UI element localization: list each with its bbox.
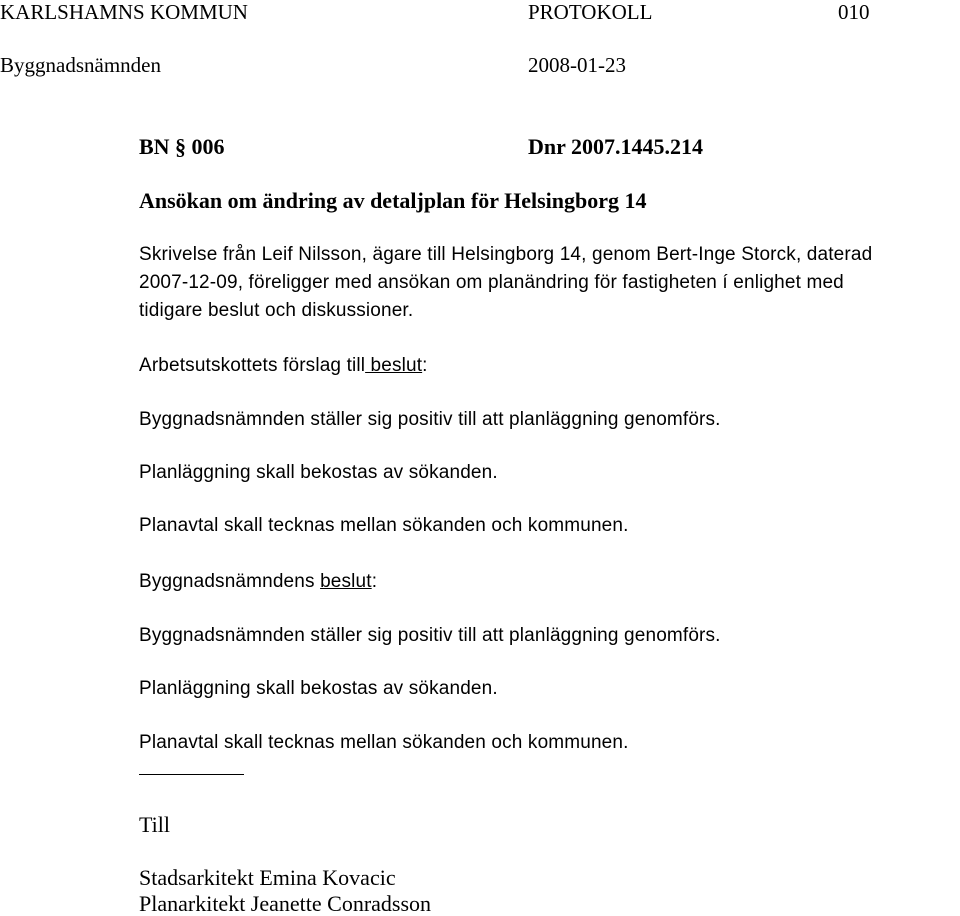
heading-colon: : [371, 571, 378, 592]
divider-rule [139, 774, 244, 775]
municipality-name: KARLSHAMNS KOMMUN [0, 0, 248, 24]
recipient: Planarkitekt Jeanette Conradsson [139, 891, 432, 916]
intro-line: Skrivelse från Leif Nilsson, ägare till Helsingborg 14, genom Bert-Inge Storck, daterad [139, 244, 873, 265]
intro-line: 2007-12-09, föreligger med ansökan om planändring för fastigheten í enlighet med [139, 272, 844, 293]
case-title: Ansökan om ändring av detaljplan för Helsingborg 14 [139, 188, 647, 213]
heading-text: Byggnadsnämndens [139, 571, 321, 592]
board-name: Byggnadsnämnden [0, 53, 161, 77]
heading-underlined-text: beslut [365, 355, 423, 376]
recipient: Stadsarkitekt Emina Kovacic [139, 865, 396, 890]
board-decision-item: Planläggning skall bekostas av sökanden. [139, 678, 498, 699]
document-type: PROTOKOLL [528, 0, 653, 24]
board-decision-heading [139, 572, 377, 591]
intro-line: tidigare beslut och diskussioner. [139, 300, 414, 321]
heading-colon: : [422, 355, 428, 376]
page-number: 010 [838, 0, 870, 24]
paragraph-number: BN § 006 [139, 134, 225, 159]
heading-underlined-text: beslut [320, 571, 372, 592]
diary-number: Dnr 2007.1445.214 [528, 134, 703, 159]
committee-proposal-heading [139, 356, 428, 375]
distribution-label: Till [139, 812, 171, 837]
board-decision-item: Planavtal skall tecknas mellan sökanden och kommunen. [139, 732, 629, 753]
heading-text: Arbetsutskottets förslag till [139, 355, 366, 376]
committee-proposal-item: Planläggning skall bekostas av sökanden. [139, 462, 498, 483]
board-decision-item: Byggnadsnämnden ställer sig positiv till att planläggning genomförs. [139, 625, 721, 646]
committee-proposal-item: Byggnadsnämnden ställer sig positiv till att planläggning genomförs. [139, 409, 721, 430]
meeting-date: 2008-01-23 [528, 53, 626, 77]
committee-proposal-item: Planavtal skall tecknas mellan sökanden och kommunen. [139, 515, 629, 536]
